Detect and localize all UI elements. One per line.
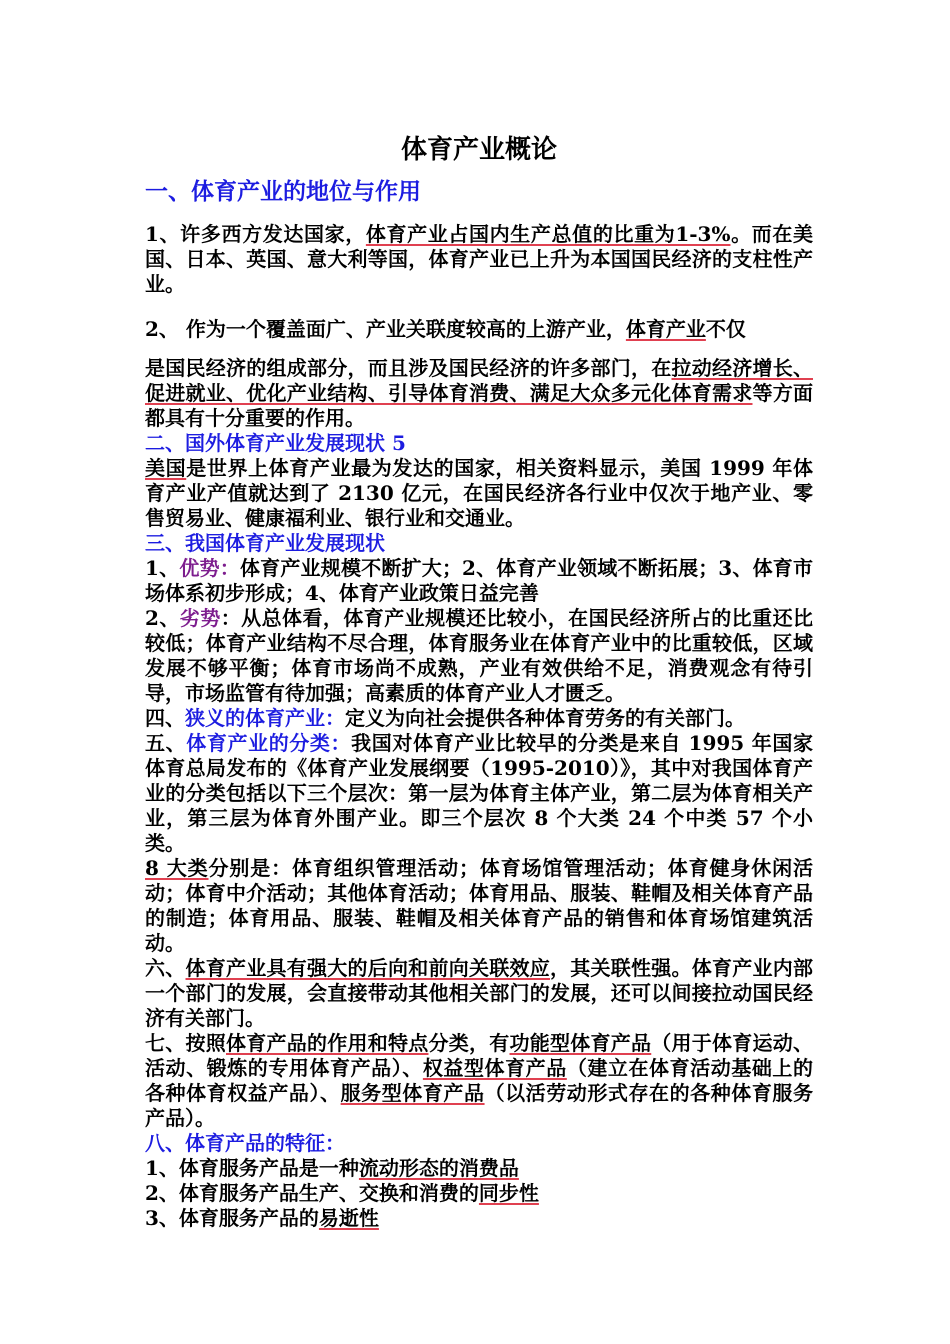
text: 四、 xyxy=(145,706,185,730)
text: 五、 xyxy=(145,731,187,755)
text: 2、 作为一个覆盖面广、产业关联度较高的上游产业， xyxy=(145,317,626,341)
paragraph-disadvantages xyxy=(145,606,813,706)
text: 体育产业规模不断扩大；2、体育产业领域不断拓展；3、体育市场体系初步形成；4、体育产业政策日益完善 xyxy=(145,556,813,605)
section-8-heading: 八、体育产品的特征： xyxy=(145,1131,345,1155)
text: 等方面都具有十分重要的作用。 xyxy=(145,381,813,430)
section-4-label: 狭义的体育产业： xyxy=(185,706,345,730)
text: ：从总体看，体育产业规模还比较小，在国民经济所占的比重还比较低；体育产业结构不尽合理，体育服务业在体育产业中的比重较低，区域发展不够平衡；体育市场尚不成熟，产业有效供给不足，消费观念有待引导，市场监管有待加强；高素质的体育产业人才匮乏。 xyxy=(145,606,814,705)
text: （以活劳动形式存在的各种体育服务产品）。 xyxy=(145,1081,813,1130)
underlined-phrase: 体育产品的作用和特点 xyxy=(226,1031,429,1055)
section-1-heading: 一、体育产业的地位与作用 xyxy=(145,178,421,205)
page-title: 体育产业概论 xyxy=(400,135,557,165)
text: 是世界上体育产业最为发达的国家，相关资料显示，美国 1999 年体育产业产值就达到了 2130 亿元，在国民经济各行业中仅次于地产业、零售贸易业、健康福利业、银行业和交通业。 xyxy=(145,456,814,530)
text: 不仅 xyxy=(705,317,746,341)
underlined-phrase: 体育产业 xyxy=(625,317,706,341)
underlined-phrase: 拉动经济增长、促进就业、优化产业结构、引导体育消费、满足大众多元化体育需求 xyxy=(145,356,813,405)
text: 2、体育服务产品生产、交换和消费的 xyxy=(145,1181,479,1205)
underlined-phrase: 权益型体育产品 xyxy=(422,1056,567,1080)
section-6 xyxy=(145,956,813,1031)
text: 我国对体育产业比较早的分类是来自 1995 年国家体育总局发布的《体育产业发展纲要（1995-2010）》，其中对我国体育产业的分类包括以下三个层次：第一层为体育主体产业，第二层为体育相关产业，第三层为体育外围产业。即三个层次 8 个大类 24 个中类 57 个小类。 xyxy=(145,731,814,855)
text: 3、体育服务产品的 xyxy=(145,1206,319,1230)
text: 分别是：体育组织管理活动；体育场馆管理活动；体育健身休闲活动；体育中介活动；其他体育活动；体育用品、服装、鞋帽及相关体育产品的制造；体育用品、服装、鞋帽及相关体育产品的销售和体育场馆建筑活动。 xyxy=(145,856,814,955)
underlined-phrase: 功能型体育产品 xyxy=(509,1031,652,1055)
disadvantage-label: 劣势 xyxy=(179,606,221,630)
paragraph-2 xyxy=(145,317,813,342)
text: 1、 xyxy=(145,556,180,580)
underlined-phrase: 体育产业占国内生产总值的比重为1-3% xyxy=(365,222,731,246)
text: 六、 xyxy=(145,956,186,980)
text: 七、按照 xyxy=(145,1031,226,1055)
section-2-heading: 二、国外体育产业发展现状 5 xyxy=(145,431,406,455)
advantage-label: 优势： xyxy=(179,556,240,580)
section-3-heading: 三、我国体育产业发展现状 xyxy=(145,531,385,555)
underlined-phrase: 8 大类 xyxy=(145,856,209,880)
section-5 xyxy=(145,731,813,856)
text: 2、 xyxy=(145,606,180,630)
underlined-phrase: 美国 xyxy=(145,456,187,480)
text: 是国民经济的组成部分，而且涉及国民经济的许多部门，在 xyxy=(145,356,672,380)
document-body xyxy=(145,132,813,1231)
list-item xyxy=(145,1206,813,1231)
section-7 xyxy=(145,1031,813,1131)
section-5-label: 体育产业的分类： xyxy=(186,731,352,755)
paragraph-3 xyxy=(145,356,813,431)
underlined-phrase: 服务型体育产品 xyxy=(340,1081,485,1105)
paragraph-advantages xyxy=(145,556,813,606)
text: 。而在美国、日本、英国、意大利等国，体育产业已上升为本国国民经济的支柱性产业。 xyxy=(145,222,814,296)
text: 定义为向社会提供各种体育劳务的有关部门。 xyxy=(345,706,745,730)
text: 分类，有 xyxy=(428,1031,510,1055)
text: （用于体育运动、活动、锻炼的专用体育产品）、 xyxy=(145,1031,813,1080)
underlined-phrase: 体育产业具有强大的后向和前向关联效应 xyxy=(185,956,550,980)
list-item xyxy=(145,1156,813,1181)
section-4 xyxy=(145,706,813,731)
underlined-phrase: 流动形态的消费品 xyxy=(358,1156,519,1180)
paragraph-8-categories xyxy=(145,856,813,956)
text: 1、体育服务产品是一种 xyxy=(145,1156,359,1180)
underlined-phrase: 易逝性 xyxy=(318,1206,379,1230)
text: ，其关联性强。体育产业内部一个部门的发展，会直接带动其他相关部门的发展，还可以间接拉动国民经济有关部门。 xyxy=(145,956,813,1030)
paragraph-1 xyxy=(145,222,813,297)
paragraph-usa xyxy=(145,456,813,531)
text: （建立在体育活动基础上的各种体育权益产品）、 xyxy=(145,1056,813,1105)
list-item xyxy=(145,1181,813,1206)
text: 1、许多西方发达国家， xyxy=(145,222,366,246)
underlined-phrase: 同步性 xyxy=(478,1181,539,1205)
